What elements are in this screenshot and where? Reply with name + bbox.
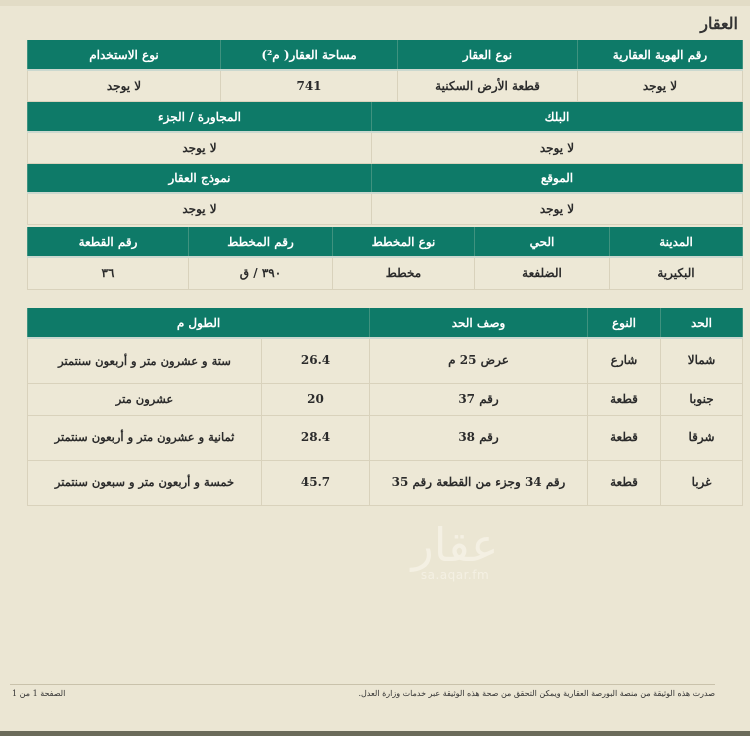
table-row (28, 132, 743, 163)
table-row (28, 338, 743, 383)
property-info-table (27, 40, 743, 102)
header-boundary: الحد (661, 308, 743, 338)
boundary-description: عرض 25 م (370, 338, 588, 383)
header-property-id: رقم الهوية العقارية (578, 40, 743, 70)
table-header-row (28, 102, 743, 132)
header-neighborhood-part: المجاورة / الجزء (28, 102, 372, 132)
value-property-area: 741 (221, 70, 398, 101)
block-info-table (27, 102, 743, 225)
boundary-length: 28.4 (262, 415, 370, 460)
top-edge (0, 0, 750, 6)
boundary-length: 26.4 (262, 338, 370, 383)
boundary-length-words: ستة و عشرون متر و أربعون سنتمتر (28, 338, 262, 383)
boundary-type: قطعة (588, 460, 661, 505)
value-city: البكيرية (610, 257, 743, 289)
boundary-description: رقم 37 (370, 383, 588, 415)
table-row (28, 193, 743, 224)
header-type: النوع (588, 308, 661, 338)
value-property-model: لا يوجد (28, 193, 372, 224)
footer-divider (10, 684, 715, 685)
value-location: لا يوجد (372, 193, 743, 224)
aqar-watermark (395, 518, 515, 592)
value-plot-number: ٣٦ (28, 257, 189, 289)
boundary-direction: شمالا (661, 338, 743, 383)
boundary-length: 45.7 (262, 460, 370, 505)
footer-note: صدرت هذه الوثيقة من منصة البورصة العقارية ويمكن التحقق من صحة هذه الوثيقة عبر خدمات وزارة العدل. (358, 689, 715, 698)
header-district: الحي (475, 227, 610, 257)
boundary-description: رقم 34 وجزء من القطعة رقم 35 (370, 460, 588, 505)
table-header-row (28, 227, 743, 257)
table-header-row (28, 40, 743, 70)
header-plan-type: نوع المخطط (333, 227, 475, 257)
boundary-length-words: ثمانية و عشرون متر و أربعون سنتمتر (28, 415, 262, 460)
boundary-type: شارع (588, 338, 661, 383)
boundary-length: 20 (262, 383, 370, 415)
boundary-direction: غربا (661, 460, 743, 505)
boundary-direction: شرقا (661, 415, 743, 460)
boundary-type: قطعة (588, 415, 661, 460)
table-row (28, 257, 743, 289)
value-plan-number: ٣٩٠ / ق (189, 257, 333, 289)
location-info-table (27, 227, 743, 290)
table-row (28, 460, 743, 505)
boundary-type: قطعة (588, 383, 661, 415)
value-usage-type: لا يوجد (28, 70, 221, 101)
section-title: العقار (700, 14, 738, 33)
boundaries-table (27, 308, 743, 506)
boundary-length-words: خمسة و أربعون متر و سبعون سنتمتر (28, 460, 262, 505)
header-property-model: نموذج العقار (28, 163, 372, 193)
header-description: وصف الحد (370, 308, 588, 338)
watermark-url: sa.aqar.fm (420, 568, 490, 582)
header-usage-type: نوع الاستخدام (28, 40, 221, 70)
value-neighborhood-part: لا يوجد (28, 132, 372, 163)
boundary-length-words: عشرون متر (28, 383, 262, 415)
boundary-direction: جنوبا (661, 383, 743, 415)
bottom-edge (0, 731, 750, 736)
boundary-description: رقم 38 (370, 415, 588, 460)
value-plan-type: مخطط (333, 257, 475, 289)
table-header-row (28, 163, 743, 193)
value-block: لا يوجد (372, 132, 743, 163)
page-number: الصفحة 1 من 1 (12, 689, 66, 698)
header-block: البلك (372, 102, 743, 132)
table-row (28, 383, 743, 415)
header-length: الطول م (28, 308, 370, 338)
value-property-id: لا يوجد (578, 70, 743, 101)
table-row (28, 70, 743, 101)
header-property-area: مساحة العقار( م²) (221, 40, 398, 70)
table-row (28, 415, 743, 460)
header-location: الموقع (372, 163, 743, 193)
value-property-type: قطعة الأرض السكنية (398, 70, 578, 101)
aqar-logo-icon: عقار (411, 518, 499, 572)
header-plot-number: رقم القطعة (28, 227, 189, 257)
value-district: الضلفعة (475, 257, 610, 289)
header-plan-number: رقم المخطط (189, 227, 333, 257)
header-city: المدينة (610, 227, 743, 257)
header-property-type: نوع العقار (398, 40, 578, 70)
table-header-row (28, 308, 743, 338)
